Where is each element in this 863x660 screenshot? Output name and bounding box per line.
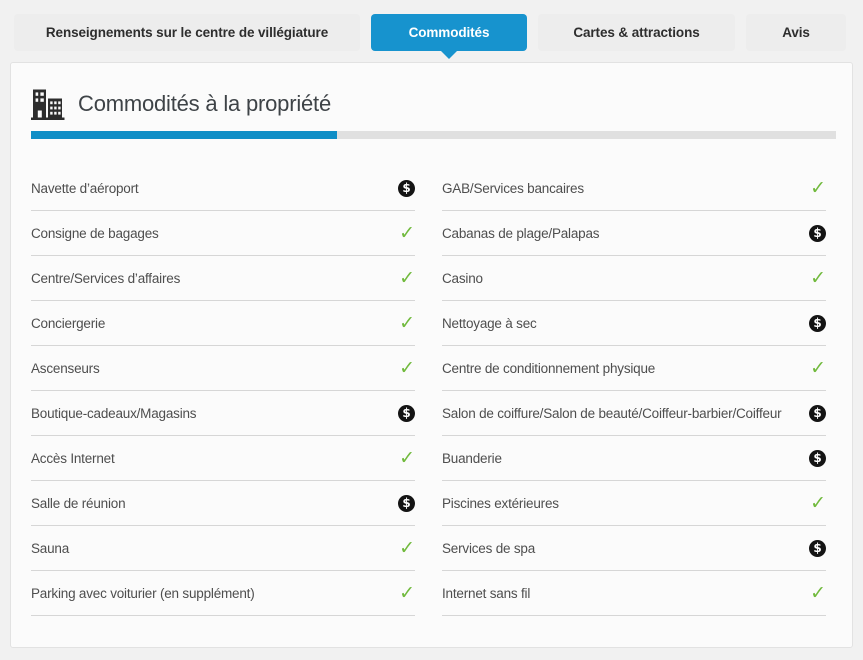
amenity-label: Nettoyage à sec [442, 315, 537, 331]
tab-reviews[interactable] [746, 14, 846, 51]
amenities-card [10, 62, 853, 648]
amenity-label: Sauna [31, 540, 70, 556]
checkmark-icon: ✓ [810, 581, 826, 604]
tab-amenities[interactable] [371, 14, 527, 51]
amenity-row [442, 346, 826, 391]
amenity-label: Accès Internet [31, 450, 115, 466]
amenity-label: Cabanas de plage/Palapas [442, 225, 600, 241]
amenity-row [31, 301, 415, 346]
tab-resort-info[interactable] [14, 14, 360, 51]
dollar-circle-icon: $ [809, 405, 826, 422]
dollar-circle-icon: $ [809, 450, 826, 467]
checkmark-icon: ✓ [399, 221, 415, 244]
amenity-label: Consigne de bagages [31, 225, 159, 241]
amenity-label: Parking avec voiturier (en supplément) [31, 585, 255, 601]
checkmark-icon: ✓ [810, 491, 826, 514]
amenity-label: GAB/Services bancaires [442, 180, 584, 196]
amenity-label: Salon de coiffure/Salon de beauté/Coiffeur-barbier/Coiffeur [442, 405, 782, 421]
amenity-row [31, 166, 415, 211]
amenity-row [31, 571, 415, 616]
tab-label: Renseignements sur le centre de villégiature [45, 25, 329, 40]
property-tab-bar [0, 0, 863, 51]
amenity-label: Centre de conditionnement physique [442, 360, 656, 376]
amenity-row [442, 571, 826, 616]
checkmark-icon: ✓ [399, 266, 415, 289]
amenity-row [442, 211, 826, 256]
amenity-row [31, 481, 415, 526]
checkmark-icon: ✓ [399, 536, 415, 559]
amenity-row [442, 481, 826, 526]
amenity-label: Centre/Services d’affaires [31, 270, 181, 286]
dollar-circle-icon: $ [809, 225, 826, 242]
buildings-icon [31, 88, 65, 120]
amenity-row [442, 391, 826, 436]
amenity-label: Boutique-cadeaux/Magasins [31, 405, 197, 421]
amenity-label: Navette d’aéroport [31, 180, 139, 196]
dollar-circle-icon: $ [398, 180, 415, 197]
amenity-label: Salle de réunion [31, 495, 126, 511]
tab-label: Commodités [408, 25, 490, 40]
tab-label: Cartes & attractions [573, 25, 700, 40]
tab-label: Avis [782, 25, 810, 40]
dollar-circle-icon: $ [398, 495, 415, 512]
tab-maps-attractions[interactable] [538, 14, 735, 51]
amenity-row [442, 166, 826, 211]
amenity-label: Conciergerie [31, 315, 106, 331]
amenity-row [442, 526, 826, 571]
amenities-columns [31, 166, 836, 616]
amenity-row [31, 526, 415, 571]
checkmark-icon: ✓ [399, 311, 415, 334]
dollar-circle-icon: $ [398, 405, 415, 422]
checkmark-icon: ✓ [810, 266, 826, 289]
title-underline-bar [31, 131, 836, 139]
amenity-label: Services de spa [442, 540, 536, 556]
amenity-row [31, 346, 415, 391]
amenity-label: Buanderie [442, 450, 502, 466]
dollar-circle-icon: $ [809, 540, 826, 557]
amenity-row [31, 211, 415, 256]
card-header [31, 88, 836, 120]
checkmark-icon: ✓ [810, 176, 826, 199]
page-title: Commodités à la propriété [78, 91, 332, 116]
checkmark-icon: ✓ [399, 356, 415, 379]
amenities-column-right [442, 166, 826, 616]
amenity-row [31, 256, 415, 301]
amenity-label: Piscines extérieures [442, 495, 559, 511]
checkmark-icon: ✓ [399, 446, 415, 469]
amenity-row [31, 391, 415, 436]
amenity-row [442, 436, 826, 481]
title-underline-fill [31, 131, 337, 139]
amenity-row [442, 301, 826, 346]
amenity-label: Internet sans fil [442, 585, 531, 601]
amenity-row [31, 436, 415, 481]
amenity-label: Ascenseurs [31, 360, 100, 376]
dollar-circle-icon: $ [809, 315, 826, 332]
amenity-label: Casino [442, 270, 483, 286]
amenities-column-left [31, 166, 415, 616]
checkmark-icon: ✓ [810, 356, 826, 379]
checkmark-icon: ✓ [399, 581, 415, 604]
amenity-row [442, 256, 826, 301]
